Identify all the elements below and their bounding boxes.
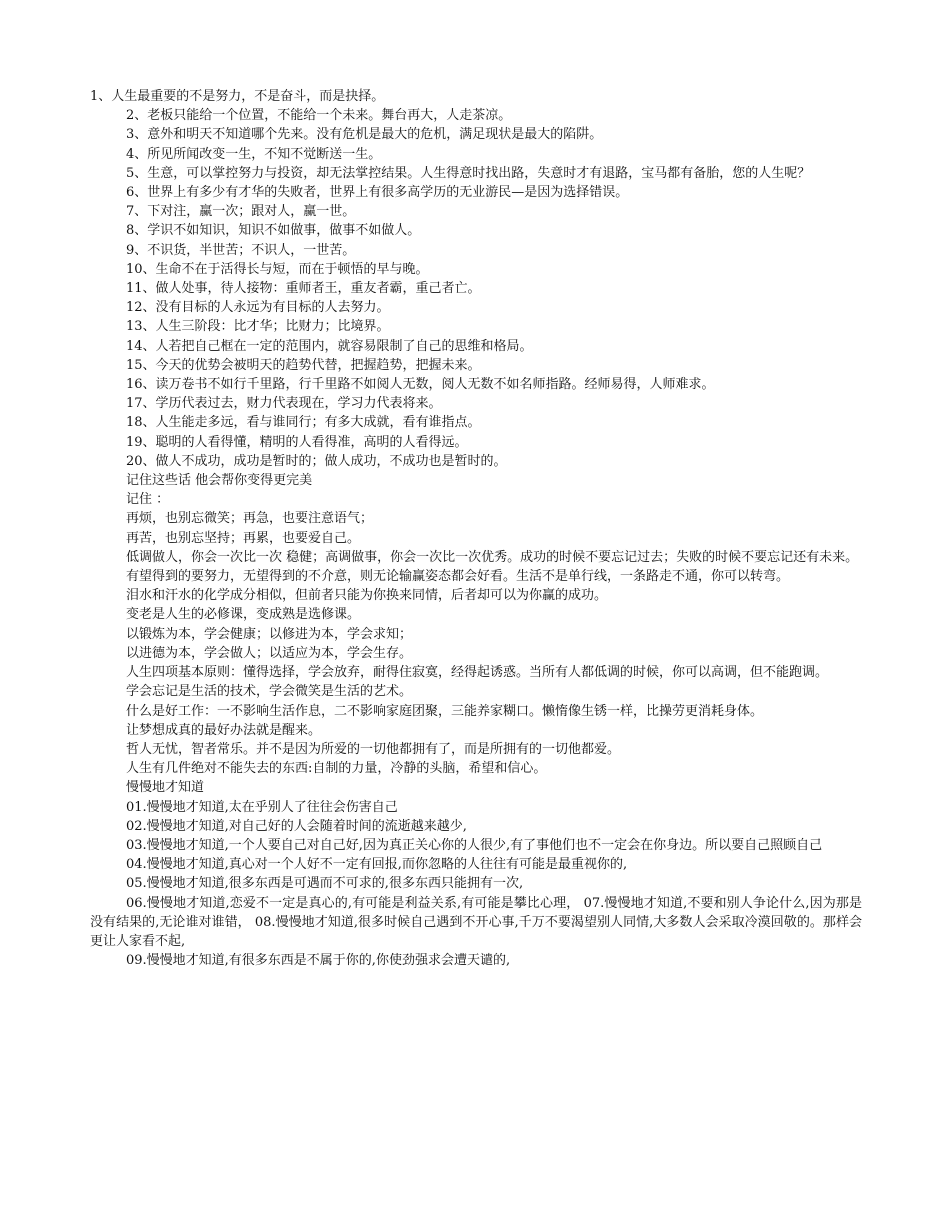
paragraph: 5、生意，可以掌控努力与投资，却无法掌控结果。人生得意时找出路，失意时才有退路，宝马都有备胎，您的人生呢？ — [126, 165, 811, 181]
paragraph: 记住这些话 他会帮你变得更完美 — [126, 473, 313, 489]
paragraph: 1、人生最重要的不是努力，不是奋斗，而是抉择。 — [90, 89, 385, 104]
paragraph: 10、生命不在于活得长与短，而在于顿悟的早与晚。 — [126, 261, 429, 277]
paragraph: 让梦想成真的最好办法就是醒来。 — [126, 722, 322, 738]
paragraph: 19、聪明的人看得懂，精明的人看得准，高明的人看得远。 — [126, 434, 468, 450]
paragraph: 02.慢慢地才知道,对自己好的人会随着时间的流逝越来越少, — [126, 818, 467, 834]
paragraph: 11、做人处事，待人接物：重师者王，重友者霸，重己者亡。 — [126, 281, 481, 297]
paragraph: 01.慢慢地才知道,太在乎别人了往往会伤害自己 — [126, 799, 398, 815]
paragraph: 有望得到的要努力，无望得到的不介意，则无论输赢姿态都会好看。生活不是单行线，一条路走不通，你可以转弯。 — [126, 569, 790, 585]
paragraph: 以进德为本，学会做人；以适应为本，学会生存。 — [126, 645, 413, 661]
paragraph: 2、老板只能给一个位置，不能给一个未来。舞台再大，人走茶凉。 — [126, 108, 512, 124]
paragraph: 什么是好工作：一不影响生活作息，二不影响家庭团聚，三能养家糊口。懒惰像生锈一样，比操劳更消耗身体。 — [126, 703, 764, 719]
paragraph: 18、人生能走多远，看与谁同行；有多大成就，看有谁指点。 — [126, 415, 481, 431]
paragraph: 13、人生三阶段：比才华；比财力；比境界。 — [126, 319, 390, 335]
paragraph: 03.慢慢地才知道,一个人要自己对自己好,因为真正关心你的人很少,有了事他们也不一定会在你身边。所以要自己照顾自己 — [126, 837, 823, 853]
paragraph: 04.慢慢地才知道,真心对一个人好不一定有回报,而你忽略的人往往有可能是最重视你的, — [126, 857, 628, 873]
paragraph: 记住 ： — [126, 492, 170, 508]
paragraph: 16、读万卷书不如行千里路，行千里路不如阅人无数，阅人无数不如名师指路。经师易得，人师难求。 — [126, 377, 715, 393]
paragraph: 泪水和汗水的化学成分相似，但前者只能为你换来同情，后者却可以为你赢的成功。 — [126, 588, 608, 604]
paragraph: 慢慢地才知道 — [126, 780, 205, 796]
paragraph: 3、意外和明天不知道哪个先来。没有危机是最大的危机，满足现状是最大的陷阱。 — [126, 127, 603, 143]
paragraph: 低调做人，你会一次比一次 稳健；高调做事，你会一次比一次优秀。成功的时候不要忘记过去；失败的时候不要忘记还有未来。 — [126, 549, 859, 565]
paragraph: 人生四项基本原则：懂得选择，学会放弃，耐得住寂寞，经得起诱惑。当所有人都低调的时候，你可以高调，但不能跑调。 — [126, 665, 829, 681]
paragraph: 再烦，也别忘微笑；再急，也要注意语气； — [126, 511, 374, 527]
paragraph: 8、学识不如知识，知识不如做事，做事不如做人。 — [126, 223, 421, 239]
paragraph: 哲人无忧，智者常乐。并不是因为所爱的一切他都拥有了，而是所拥有的一切他都爱。 — [126, 741, 621, 757]
paragraph: 人生有几件绝对不能失去的东西:自制的力量，冷静的头脑，希望和信心。 — [126, 761, 547, 777]
paragraph: 4、所见所闻改变一生，不知不觉断送一生。 — [126, 146, 382, 162]
paragraph: 学会忘记是生活的技术，学会微笑是生活的艺术。 — [126, 684, 413, 700]
paragraph: 12、没有目标的人永远为有目标的人去努力。 — [126, 300, 390, 316]
paragraph: 以锻炼为本，学会健康；以修进为本，学会求知； — [126, 626, 413, 642]
paragraph: 14、人若把自己框在一定的范围内，就容易限制了自己的思维和格局。 — [126, 338, 533, 354]
paragraph: 6、世界上有多少有才华的失败者，世界上有很多高学历的无业游民—是因为选择错误。 — [126, 185, 629, 201]
paragraph: 17、学历代表过去，财力代表现在，学习力代表将来。 — [126, 396, 442, 412]
paragraph: 再苦，也别忘坚持；再累，也要爱自己。 — [126, 530, 361, 546]
paragraph: 05.慢慢地才知道,很多东西是可遇而不可求的,很多东西只能拥有一次, — [126, 876, 524, 892]
paragraph: 7、下对注，赢一次；跟对人，赢一世。 — [126, 204, 356, 220]
document-body — [90, 87, 862, 970]
paragraph: 9、不识货，半世苦；不识人，一世苦。 — [126, 242, 356, 258]
paragraph: 20、做人不成功，成功是暂时的；做人成功，不成功也是暂时的。 — [126, 453, 507, 469]
paragraph: 09.慢慢地才知道,有很多东西是不属于你的,你使劲强求会遭天谴的, — [126, 953, 511, 969]
paragraph: 06.慢慢地才知道,恋爱不一定是真心的,有可能是利益关系,有可能是攀比心理， 07.慢慢地才知道,不要和别人争论什么,因为那是没有结果的,无论谁对谁错， 08.慢慢地才知道,很多时候自己遇到不开心事,千万不要渴望别人同情,大多数人会采取冷漠回敬的。那样会更让人家看不起, — [90, 895, 862, 949]
paragraph: 变老是人生的必修课，变成熟是选修课。 — [126, 607, 361, 623]
paragraph: 15、今天的优势会被明天的趋势代替，把握趋势，把握未来。 — [126, 357, 481, 373]
